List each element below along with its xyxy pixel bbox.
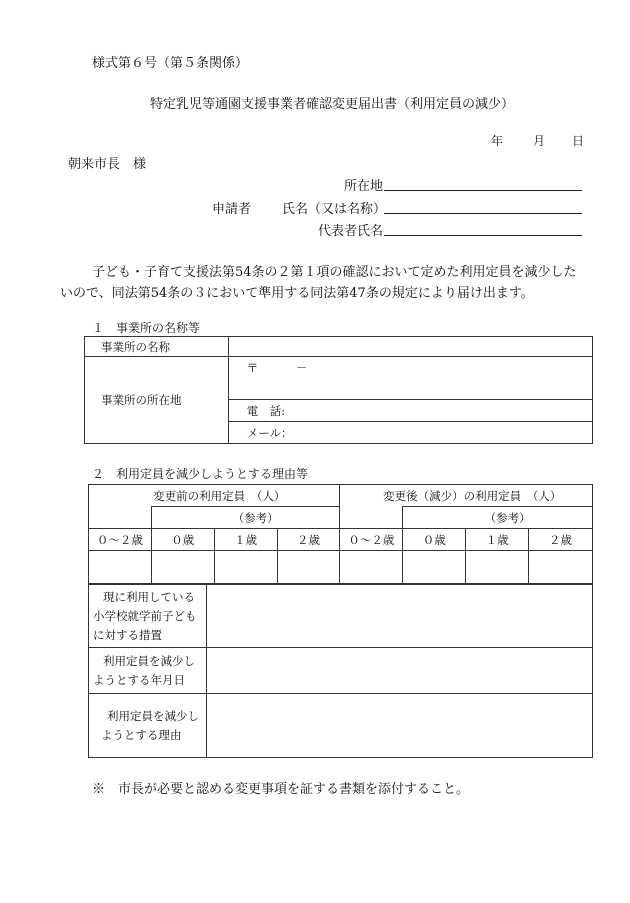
rep-line bbox=[384, 235, 582, 236]
before-value-2[interactable] bbox=[277, 551, 340, 584]
mail-cell[interactable] bbox=[228, 422, 592, 444]
facility-address-cell[interactable] bbox=[228, 357, 592, 400]
after-value-0[interactable] bbox=[403, 551, 466, 584]
after-blank bbox=[340, 507, 403, 529]
applicant-rep-label: 代表者氏名 bbox=[318, 224, 384, 239]
reduction-reason-label: 利用定員を減少しようとする理由 bbox=[89, 694, 207, 758]
applicant-address-label: 所在地 bbox=[344, 179, 384, 194]
phone-label: 電 話: bbox=[246, 403, 286, 418]
address-line bbox=[384, 190, 582, 191]
postal-dash: － bbox=[295, 361, 308, 375]
applicant-role-label: 申請者 bbox=[212, 202, 252, 217]
note: ※ 市長が必要と認める変更事項を証する書類を添付すること。 bbox=[92, 782, 470, 797]
capacity-table bbox=[88, 484, 593, 584]
facility-name-label: 事業所の名称 bbox=[85, 337, 229, 357]
facility-name-cell[interactable] bbox=[228, 337, 592, 357]
section1-heading: １ 事業所の名称等 bbox=[92, 321, 201, 335]
after-value-0-2[interactable] bbox=[340, 551, 403, 584]
reduction-date-label: 利用定員を減少しようとする年月日 bbox=[89, 648, 207, 694]
measures-label: 現に利用している小学校就学前子どもに対する措置 bbox=[89, 585, 207, 648]
postal-mark: 〒 bbox=[246, 361, 259, 375]
date-year: 年 bbox=[491, 134, 504, 148]
before-blank bbox=[89, 507, 152, 529]
after-ref-label: （参考） bbox=[403, 507, 593, 529]
facility-address-label: 事業所の所在地 bbox=[85, 357, 229, 444]
name-line bbox=[384, 213, 582, 214]
before-age-1: １歳 bbox=[214, 529, 277, 551]
detail-table bbox=[88, 584, 593, 758]
page-title: 特定乳児等通園支援事業者確認変更届出書（利用定員の減少） bbox=[150, 97, 515, 112]
measures-cell[interactable] bbox=[206, 585, 592, 648]
facility-table bbox=[84, 336, 593, 444]
body-text-line2: いので、同法第54条の３において準用する同法第47条の規定により届け出ます。 bbox=[60, 286, 534, 301]
after-age-2: ２歳 bbox=[529, 529, 593, 551]
after-age-0-2: ０～２歳 bbox=[340, 529, 403, 551]
after-age-1: １歳 bbox=[466, 529, 529, 551]
before-value-1[interactable] bbox=[214, 551, 277, 584]
before-age-2: ２歳 bbox=[277, 529, 340, 551]
date-day: 日 bbox=[572, 134, 585, 148]
after-value-2[interactable] bbox=[529, 551, 593, 584]
before-value-0[interactable] bbox=[151, 551, 214, 584]
addressee: 朝来市長 様 bbox=[68, 157, 147, 172]
before-age-0-2: ０～２歳 bbox=[89, 529, 152, 551]
before-ref-label: （参考） bbox=[151, 507, 340, 529]
mail-label: メール： bbox=[246, 425, 293, 440]
before-age-0: ０歳 bbox=[151, 529, 214, 551]
after-capacity-label: 変更後（減少）の利用定員 （人） bbox=[340, 485, 593, 507]
before-capacity-label: 変更前の利用定員 （人） bbox=[89, 485, 340, 507]
applicant-name-label: 氏名（又は名称） bbox=[282, 202, 387, 217]
reduction-date-cell[interactable] bbox=[206, 648, 592, 694]
before-value-0-2[interactable] bbox=[89, 551, 152, 584]
body-text-line1: 子ども・子育て支援法第54条の２第１項の確認において定めた利用定員を減少した bbox=[92, 265, 577, 280]
after-value-1[interactable] bbox=[466, 551, 529, 584]
date-month: 月 bbox=[533, 134, 546, 148]
section2-heading: ２ 利用定員を減少しようとする理由等 bbox=[92, 467, 309, 481]
phone-cell[interactable] bbox=[228, 400, 592, 422]
form-number: 様式第６号（第５条関係） bbox=[92, 56, 249, 71]
after-age-0: ０歳 bbox=[403, 529, 466, 551]
reduction-reason-cell[interactable] bbox=[206, 694, 592, 758]
